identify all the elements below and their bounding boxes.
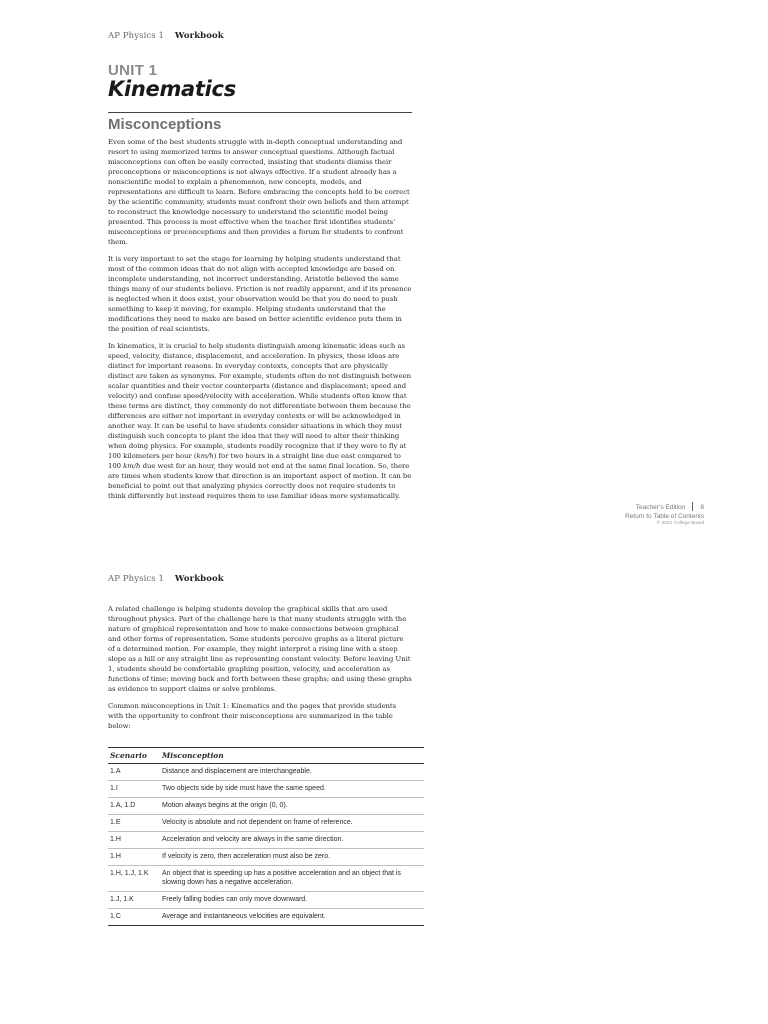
- scenario-cell: 1.J, 1.K: [108, 892, 160, 909]
- page-header: [108, 31, 224, 41]
- column-header-misconception: Misconception: [160, 748, 424, 764]
- scenario-cell: 1.I: [108, 781, 160, 798]
- table-row: [108, 892, 424, 909]
- page2-body: [108, 604, 412, 738]
- misconception-cell: Two objects side by side must have the same speed.: [160, 781, 424, 798]
- paragraph: Common misconceptions in Unit 1: Kinematics and the pages that provide students with the opportunity to confront their misconceptions are summarized in the table below:: [108, 702, 397, 730]
- misconception-cell: If velocity is zero, then acceleration must also be zero.: [160, 849, 424, 866]
- misconception-cell: Average and instantaneous velocities are equivalent.: [160, 909, 424, 926]
- unit-text: km/h: [196, 452, 214, 460]
- misconception-cell: Motion always begins at the origin (0, 0).: [160, 798, 424, 815]
- paragraph-text: ) for two hours in a straight line due east compared to 100: [108, 452, 401, 470]
- course-name: AP Physics 1: [108, 31, 165, 41]
- unit-text: km/h: [123, 462, 141, 470]
- table-row: [108, 815, 424, 832]
- paragraph: A related challenge is helping students develop the graphical skills that are used throughout physics. Part of the challenge here is that many students struggle with the nature of graphical representation and how to make connections between graphical and other forms of representation. Some students perceive graphs as a literal picture of a determined motion. For example, they might interpret a rising line with a steep slope as a hill or any straight line as representing constant velocity. Before leaving Unit 1, students should be comfortable graphing position, velocity, and acceleration as functions of time; moving back and forth between these graphs; and using these graphs as evidence to support claims or solve problems.: [108, 605, 412, 693]
- copyright: © 2021 College Board: [656, 521, 704, 526]
- page-header: [108, 574, 224, 584]
- paragraph: [108, 341, 412, 501]
- workbook-label: Workbook: [174, 31, 224, 41]
- page-footer: [625, 502, 704, 527]
- section-title: Misconceptions: [108, 116, 222, 133]
- course-name: AP Physics 1: [108, 574, 165, 584]
- table-row: [108, 764, 424, 781]
- toc-link[interactable]: Return to Table of Contents: [624, 513, 704, 520]
- table-row: [108, 866, 424, 892]
- misconception-cell: An object that is speeding up has a positive acceleration and an object that is slowing down has a negative acceleration.: [160, 866, 424, 892]
- scenario-cell: 1.A, 1.D: [108, 798, 160, 815]
- page-number: 8: [700, 504, 704, 511]
- table-row: [108, 832, 424, 849]
- table-row: [108, 781, 424, 798]
- unit-title: Kinematics: [108, 77, 236, 101]
- scenario-cell: 1.H, 1.J, 1.K: [108, 866, 160, 892]
- paragraph-text: In kinematics, it is crucial to help students distinguish among kinematic ideas such as speed, velocity, distance, displacement, and acceleration. In physics, these ideas are distinct for important reasons. In everyday contexts, concepts that are physically distinct are taken as synonyms. For example, students often do not distinguish between scalar quantities and their vector counterparts (distance and displacement; speed and velocity) and confuse speed/velocity with acceleration. While students often know that these terms are distinct, they commonly do not differentiate between them because the differences are either not important in everyday contexts or will be acknowledged in another way. It can be useful to have students consider situations in which they must distinguish such concepts to plant the idea that they will need to alter their thinking when doing physics. For example, students readily recognize that if they were to fly at 100 kilometers per hour (: [108, 342, 412, 460]
- misconception-cell: Velocity is absolute and not dependent on frame of reference.: [160, 815, 424, 832]
- table-row: [108, 909, 424, 926]
- column-header-scenario: Scenario: [108, 748, 160, 764]
- table-header-row: [108, 748, 424, 764]
- edition-label: Teacher’s Edition: [635, 504, 686, 511]
- misconception-cell: Freely falling bodies can only move downward.: [160, 892, 424, 909]
- table-row: [108, 798, 424, 815]
- paragraph-text: due west for an hour, they would not end at the same final location. So, there are times when students know that direction is an important aspect of motion. It can be beneficial to point out that analyzing physics correctly does not require students to think differently but instead requires them to use familiar ideas more systematically.: [108, 462, 412, 500]
- workbook-label: Workbook: [174, 574, 224, 584]
- paragraph: Even some of the best students struggle with in-depth conceptual understanding and resort to using memorized terms to answer conceptual questions. Although factual misconceptions can often be easily corrected, insisting that students dismiss their preconceptions or misconceptions is not always effective. If a student already has a nonscientific model to explain a phenomenon, new concepts, models, and representations are difficult to learn. Before embracing the concepts held to be correct by the scientific community, students must confront their own beliefs and then attempt to reconstruct the knowledge necessary to understand the scientific model being presented. This process is most effective when the teacher first identifies students’ misconceptions or preconceptions and then provides a forum for students to confront them.: [108, 138, 410, 246]
- scenario-cell: 1.H: [108, 849, 160, 866]
- scenario-cell: 1.A: [108, 764, 160, 781]
- unit-label: UNIT 1: [108, 62, 158, 79]
- misconceptions-table: [108, 747, 424, 926]
- footer-separator: [692, 502, 693, 511]
- scenario-cell: 1.C: [108, 909, 160, 926]
- scenario-cell: 1.E: [108, 815, 160, 832]
- title-divider: [108, 112, 412, 113]
- paragraph: It is very important to set the stage for learning by helping students understand that most of the common ideas that do not align with accepted knowledge are based on incomplete understanding, not incorrect understanding. Aristotle believed the same things many of our students believe. Friction is not readily apparent, and if its presence is neglected when it does exist, your observation would be that you do need to push something to keep it moving, for example. Helping students understand that the modifications they need to make are based on better scientific evidence puts them in the position of real scientists.: [108, 255, 412, 333]
- misconception-cell: Distance and displacement are interchangeable.: [160, 764, 424, 781]
- scenario-cell: 1.H: [108, 832, 160, 849]
- table-row: [108, 849, 424, 866]
- page1-body: [108, 137, 412, 508]
- misconception-cell: Acceleration and velocity are always in the same direction.: [160, 832, 424, 849]
